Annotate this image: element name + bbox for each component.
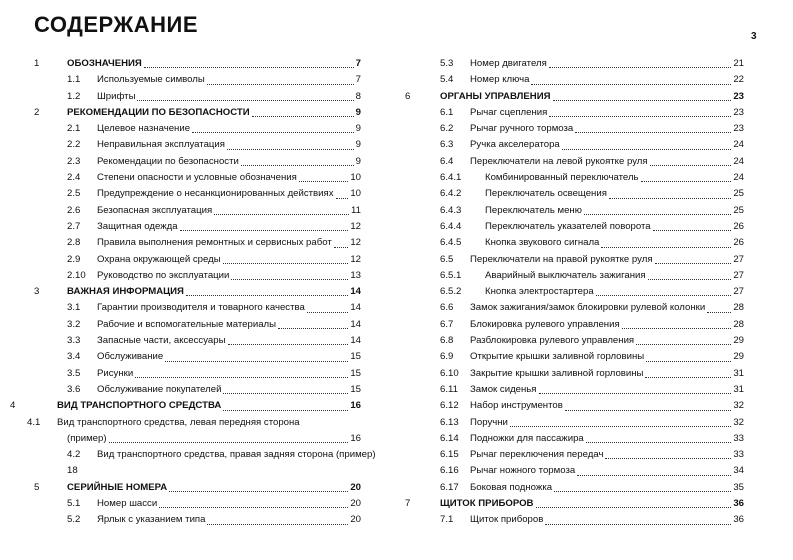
toc-entry-number: 5.1 <box>67 498 81 510</box>
page-number: 3 <box>751 31 757 42</box>
dot-leader <box>650 154 732 166</box>
toc-entry-page: 12 <box>350 220 361 232</box>
toc-entry-title: Рабочие и вспомогательные материалы <box>97 318 277 330</box>
toc-entry-title: Закрытие крышки заливной горловины <box>470 367 644 379</box>
toc-entry-number: 6.10 <box>440 367 459 379</box>
toc-entry-number: 7 <box>405 498 411 510</box>
toc-entry <box>405 89 750 105</box>
toc-entry-title: Поручни <box>470 416 508 428</box>
dot-leader <box>536 496 732 508</box>
toc-entry <box>27 333 367 349</box>
toc-entry-title: Рисунки <box>97 367 134 379</box>
dot-leader <box>648 268 732 280</box>
toc-entry <box>410 121 750 137</box>
toc-entry-title: Кнопка электростартера <box>485 286 594 298</box>
toc-entry-page: 12 <box>350 237 361 249</box>
toc-entry-page: 31 <box>733 367 744 379</box>
toc-entry-number: 6.3 <box>440 139 454 151</box>
toc-entry <box>410 463 750 479</box>
toc-entry <box>27 56 367 72</box>
toc-entry-page: 15 <box>350 351 361 363</box>
toc-entry-number: 1 <box>34 58 40 69</box>
toc-entry <box>410 203 750 219</box>
toc-entry-title: Переключатель меню <box>485 204 582 216</box>
dot-leader <box>169 480 348 492</box>
toc-entry <box>410 186 750 202</box>
toc-entry-title: Номер ключа <box>470 74 530 86</box>
dot-leader <box>135 366 348 378</box>
toc-entry <box>410 268 750 284</box>
dot-leader <box>565 398 732 410</box>
toc-left-column <box>10 56 376 529</box>
dot-leader <box>109 431 349 443</box>
dot-leader <box>655 252 732 264</box>
toc-entry-page: 20 <box>350 481 361 493</box>
toc-entry <box>27 512 367 528</box>
toc-entry <box>27 300 367 316</box>
toc-entry-title: Блокировка рулевого управления <box>470 318 620 330</box>
dot-leader <box>207 72 354 84</box>
toc-entry-number: 6.4 <box>440 155 454 167</box>
toc-entry-title: Переключатели на левой рукоятке руля <box>470 155 648 167</box>
toc-entry-page: 25 <box>733 204 744 216</box>
toc-entry-page: 36 <box>733 498 744 510</box>
dot-leader <box>707 300 731 312</box>
toc-entry-title: Комбинированный переключатель <box>485 172 639 184</box>
toc-entry-title: Правила выполнения ремонтных и сервисных работ <box>97 237 332 249</box>
toc-entry-title: (пример) <box>67 432 107 444</box>
dot-leader <box>336 186 349 198</box>
toc-entry-number: 2.4 <box>67 172 81 184</box>
dot-leader <box>307 300 349 312</box>
toc-entry <box>410 252 750 268</box>
dot-leader <box>562 137 732 149</box>
toc-entry <box>410 219 750 235</box>
dot-leader <box>334 235 349 247</box>
toc-entry-title: Рекомендации по безопасности <box>97 155 239 167</box>
toc-entry <box>405 496 750 512</box>
dot-leader <box>144 56 354 68</box>
dot-leader <box>231 268 348 280</box>
toc-entry-page: 15 <box>350 367 361 379</box>
toc-entry <box>410 480 750 496</box>
toc-entry-title: Номер шасси <box>97 498 158 510</box>
toc-entry <box>27 235 367 251</box>
toc-entry <box>27 154 367 170</box>
dot-leader <box>223 252 349 264</box>
toc-entry <box>410 235 750 251</box>
toc-entry-number: 6.11 <box>440 383 458 395</box>
dot-leader <box>252 105 354 117</box>
toc-entry-number: 6.13 <box>440 416 459 428</box>
toc-entry-title: Безопасная эксплуатация <box>97 204 213 216</box>
toc-entry-page: 15 <box>350 383 361 395</box>
toc-entry-number: 4.1 <box>27 416 41 428</box>
toc-entry-page: 14 <box>350 286 361 298</box>
toc-entry-page: 9 <box>355 123 361 135</box>
toc-entry-title: Боковая подножка <box>470 481 553 493</box>
toc-entry-title: Разблокировка рулевого управления <box>470 335 635 347</box>
toc-entry-page: 24 <box>733 155 744 167</box>
toc-entry-title: ЩИТОК ПРИБОРОВ <box>440 498 534 510</box>
toc-entry <box>27 268 367 284</box>
toc-entry-page: 32 <box>733 416 744 428</box>
toc-entry-number: 6.17 <box>440 481 459 493</box>
toc-entry <box>410 333 750 349</box>
toc-entry-number: 6.4.1 <box>440 172 462 184</box>
dot-leader <box>549 56 732 68</box>
toc-entry-number: 6.7 <box>440 318 454 330</box>
toc-entry <box>410 317 750 333</box>
dot-leader <box>577 463 731 475</box>
toc-entry <box>27 382 367 398</box>
toc-entry-page: 7 <box>355 74 361 86</box>
toc-entry <box>27 137 367 153</box>
toc-entry <box>410 284 750 300</box>
toc-entry-title: Рычаг сцепления <box>470 106 548 118</box>
toc-entry-number: 6.14 <box>440 432 459 444</box>
toc-entry <box>27 447 376 463</box>
toc-entry-page: 8 <box>355 90 361 102</box>
toc-entry-title: Запасные части, аксессуары <box>97 335 226 347</box>
toc-entry-number: 3.4 <box>67 351 81 363</box>
toc-entry <box>27 366 367 382</box>
toc-entry-number: 6.1 <box>440 106 454 118</box>
toc-entry-page: 20 <box>350 514 361 526</box>
toc-entry <box>10 398 367 414</box>
toc-entry-number: 6.16 <box>440 465 459 477</box>
dot-leader <box>605 447 731 459</box>
toc-entry <box>27 186 367 202</box>
toc-entry-page: 29 <box>733 351 744 363</box>
toc-entry-title: Руководство по эксплуатации <box>97 269 230 281</box>
toc-entry-number: 6.9 <box>440 351 454 363</box>
toc-entry <box>410 415 750 431</box>
dot-leader <box>159 496 348 508</box>
toc-entry-number: 5.3 <box>440 58 454 69</box>
toc-entry <box>410 170 750 186</box>
toc-entry-number: 2.6 <box>67 204 81 216</box>
toc-entry-page: 22 <box>733 74 744 86</box>
toc-entry <box>410 382 750 398</box>
toc-entry-title: Гарантии производителя и товарного качества <box>97 302 305 314</box>
toc-entry-page: 28 <box>733 318 744 330</box>
toc-entry-number: 6.4.4 <box>440 220 462 232</box>
toc-entry-title: Рычаг ножного тормоза <box>470 465 576 477</box>
toc-entry-title: СЕРИЙНЫЕ НОМЕРА <box>67 481 168 493</box>
toc-entry-page: 26 <box>733 220 744 232</box>
toc-entry-title: Номер двигателя <box>470 58 547 69</box>
toc-right-column <box>405 56 750 529</box>
toc-entry-title: Степени опасности и условные обозначения <box>97 172 297 184</box>
toc-entry-number: 6.4.2 <box>440 188 462 200</box>
toc-entry-page: 27 <box>733 253 744 265</box>
toc-entry-title: Неправильная эксплуатация <box>97 139 225 151</box>
toc-entry-title: Рычаг переключения передач <box>470 449 604 461</box>
toc-entry-page: 14 <box>350 335 361 347</box>
toc-entry-number: 5 <box>34 481 40 493</box>
dot-leader <box>646 349 731 361</box>
toc-entry-title: Щиток приборов <box>470 514 544 526</box>
toc-entry-title: Аварийный выключатель зажигания <box>485 269 646 281</box>
toc-entry-page: 13 <box>350 269 361 281</box>
toc-entry-page: 11 <box>351 204 361 216</box>
toc-entry-number: 2.2 <box>67 139 81 151</box>
toc-entry <box>27 431 367 447</box>
toc-entry-number: 5.4 <box>440 74 454 86</box>
dot-leader <box>641 170 732 182</box>
toc-entry-page: 9 <box>355 155 361 167</box>
dot-leader <box>545 512 731 524</box>
toc-entry-number: 3.2 <box>67 318 81 330</box>
toc-entry <box>27 89 367 105</box>
toc-entry-title: Защитная одежда <box>97 220 178 232</box>
dot-leader <box>539 382 732 394</box>
toc-entry-number: 4.2 <box>67 449 81 461</box>
toc-entry-number: 6 <box>405 90 411 102</box>
toc-entry-number: 2.5 <box>67 188 81 200</box>
toc-entry-page: 23 <box>733 106 744 118</box>
dot-leader <box>241 154 354 166</box>
toc-entry <box>27 105 367 121</box>
toc-entry-title: Охрана окружающей среды <box>97 253 221 265</box>
toc-entry-number: 6.5.2 <box>440 286 462 298</box>
dot-leader <box>549 105 731 117</box>
toc-entry-number: 6.4.5 <box>440 237 462 249</box>
toc-entry-title: Предупреждение о несанкционированных действиях <box>97 188 334 200</box>
toc-entry-page: 33 <box>733 449 744 461</box>
toc-entry-title: Набор инструментов <box>470 400 563 412</box>
toc-entry <box>27 317 367 333</box>
toc-entry-number: 2.10 <box>67 269 86 281</box>
dot-leader <box>278 317 348 329</box>
toc-entry-title: Переключатель освещения <box>485 188 607 200</box>
toc-entry <box>27 219 367 235</box>
dot-leader <box>636 333 731 345</box>
dot-leader <box>137 89 353 101</box>
dot-leader <box>596 284 732 296</box>
toc-entry-title: Целевое назначение <box>97 123 191 135</box>
toc-entry <box>410 72 750 88</box>
dot-leader <box>165 349 348 361</box>
toc-entry <box>27 284 367 300</box>
toc-entry-page: 24 <box>733 172 744 184</box>
dot-leader <box>575 121 731 133</box>
toc-entry-title: Используемые символы <box>97 74 205 86</box>
toc-entry-title: Переключатель указателей поворота <box>485 220 651 232</box>
toc-entry-number: 2.9 <box>67 253 81 265</box>
toc-entry-title: 18 <box>67 465 78 477</box>
toc-entry-page: 16 <box>350 400 361 412</box>
toc-entry-title: Рычаг ручного тормоза <box>470 123 574 135</box>
toc-entry-page: 24 <box>733 139 744 151</box>
toc-entry-title: ВАЖНАЯ ИНФОРМАЦИЯ <box>67 286 184 298</box>
toc-entry-title: Шрифты <box>97 90 136 102</box>
dot-leader <box>601 235 731 247</box>
dot-leader <box>192 121 354 133</box>
toc-entry-page: 31 <box>733 383 744 395</box>
toc-entry-number: 2.8 <box>67 237 81 249</box>
toc-entry-title: Обслуживание <box>97 351 164 363</box>
toc-entry-number: 6.2 <box>440 123 454 135</box>
toc-entry-page: 9 <box>355 139 361 151</box>
dot-leader <box>622 317 732 329</box>
toc-entry-title: Обслуживание покупателей <box>97 383 222 395</box>
dot-leader <box>510 415 731 427</box>
dot-leader <box>186 284 348 296</box>
toc-entry-page: 12 <box>350 253 361 265</box>
toc-entry <box>27 415 367 431</box>
toc-entry-page: 20 <box>350 498 361 510</box>
dot-leader <box>584 203 731 215</box>
toc-entry <box>410 431 750 447</box>
dot-leader <box>228 333 349 345</box>
dot-leader <box>299 170 349 182</box>
toc-entry-number: 1.1 <box>67 74 81 86</box>
toc-entry-page: 16 <box>350 432 361 444</box>
toc-entry <box>27 349 367 365</box>
toc-entry <box>27 72 367 88</box>
toc-entry-title: ОБОЗНАЧЕНИЯ <box>67 58 142 69</box>
toc-entry-page: 27 <box>733 286 744 298</box>
toc-entry-number: 3.3 <box>67 335 81 347</box>
toc-entry <box>27 463 367 479</box>
dot-leader <box>553 89 732 101</box>
toc-entry-number: 3.5 <box>67 367 81 379</box>
toc-entry-page: 27 <box>733 269 744 281</box>
toc-entry-number: 5.2 <box>67 514 81 526</box>
toc-entry-page: 35 <box>733 481 744 493</box>
toc-entry-page: 7 <box>355 58 361 69</box>
toc-entry-page: 23 <box>733 123 744 135</box>
toc-entry <box>410 366 750 382</box>
dot-leader <box>180 219 349 231</box>
toc-entry <box>410 137 750 153</box>
toc-entry <box>410 56 750 72</box>
toc-entry-title: РЕКОМЕНДАЦИИ ПО БЕЗОПАСНОСТИ <box>67 106 250 118</box>
toc-entry-title: Ручка акселератора <box>470 139 560 151</box>
toc-entry-title: Переключатели на правой рукоятке руля <box>470 253 653 265</box>
dot-leader <box>645 366 731 378</box>
toc-entry-page: 34 <box>733 465 744 477</box>
toc-entry-number: 6.4.3 <box>440 204 462 216</box>
toc-entry-title: ОРГАНЫ УПРАВЛЕНИЯ <box>440 90 551 102</box>
toc-entry <box>410 105 750 121</box>
toc-entry <box>27 252 367 268</box>
toc-entry <box>410 349 750 365</box>
toc-entry-number: 6.6 <box>440 302 454 314</box>
toc-entry-title: Вид транспортного средства, левая передняя сторона <box>57 416 300 428</box>
toc-entry-page: 10 <box>350 188 361 200</box>
toc-entry-number: 6.12 <box>440 400 459 412</box>
toc-entry-page: 32 <box>733 400 744 412</box>
toc-entry-page: 28 <box>733 302 744 314</box>
toc-entry-number: 6.5.1 <box>440 269 462 281</box>
toc-entry-title: Подножки для пассажира <box>470 432 584 444</box>
dot-leader <box>223 398 348 410</box>
toc-entry-number: 3.1 <box>67 302 81 314</box>
toc-entry-page: 36 <box>733 514 744 526</box>
toc-entry-page: 14 <box>350 318 361 330</box>
toc-entry <box>27 480 367 496</box>
toc-entry-title: ВИД ТРАНСПОРТНОГО СРЕДСТВА <box>57 400 222 412</box>
toc-entry-number: 3 <box>34 286 40 298</box>
dot-leader <box>653 219 732 231</box>
toc-entry <box>410 512 750 528</box>
toc-entry-page: 33 <box>733 432 744 444</box>
dot-leader <box>586 431 732 443</box>
toc-entry-page: 29 <box>733 335 744 347</box>
toc-entry-page: 10 <box>350 172 361 184</box>
toc-entry <box>27 121 367 137</box>
toc-entry-page: 23 <box>733 90 744 102</box>
toc-entry-number: 2.3 <box>67 155 81 167</box>
dot-leader <box>223 382 348 394</box>
toc-entry-title: Замок сиденья <box>470 383 537 395</box>
toc-entry-number: 4 <box>10 400 16 412</box>
toc-entry-number: 1.2 <box>67 90 81 102</box>
dot-leader <box>207 512 348 524</box>
page-title: СОДЕРЖАНИЕ <box>34 12 199 37</box>
toc-entry-title: Открытие крышки заливной горловины <box>470 351 645 363</box>
toc-entry <box>410 300 750 316</box>
toc-entry-page: 26 <box>733 237 744 249</box>
dot-leader <box>554 480 731 492</box>
toc-entry <box>27 203 367 219</box>
toc-entry-number: 2.1 <box>67 123 81 135</box>
toc-entry <box>410 447 750 463</box>
toc-entry-number: 3.6 <box>67 383 81 395</box>
toc-entry-number: 2 <box>34 106 40 118</box>
toc-entry-number: 2.7 <box>67 220 81 232</box>
toc-entry <box>410 398 750 414</box>
toc-entry-page: 25 <box>733 188 744 200</box>
toc-entry-number: 6.8 <box>440 335 454 347</box>
toc-entry-number: 7.1 <box>440 514 454 526</box>
toc-entry <box>27 496 367 512</box>
toc-entry-title: Вид транспортного средства, правая задняя сторона (пример) <box>97 449 376 461</box>
toc-entry-page: 21 <box>733 58 744 69</box>
dot-leader <box>609 186 731 198</box>
dot-leader <box>531 72 731 84</box>
toc-entry-title: Кнопка звукового сигнала <box>485 237 600 249</box>
toc-entry-number: 6.5 <box>440 253 454 265</box>
toc-entry <box>410 154 750 170</box>
toc-entry-page: 14 <box>350 302 361 314</box>
toc-entry <box>27 170 367 186</box>
toc-entry-title: Замок зажигания/замок блокировки рулевой колонки <box>470 302 706 314</box>
dot-leader <box>214 203 349 215</box>
toc-entry-title: Ярлык с указанием типа <box>97 514 206 526</box>
toc-entry-number: 6.15 <box>440 449 459 461</box>
toc-entry-page: 9 <box>355 106 361 118</box>
dot-leader <box>227 137 354 149</box>
